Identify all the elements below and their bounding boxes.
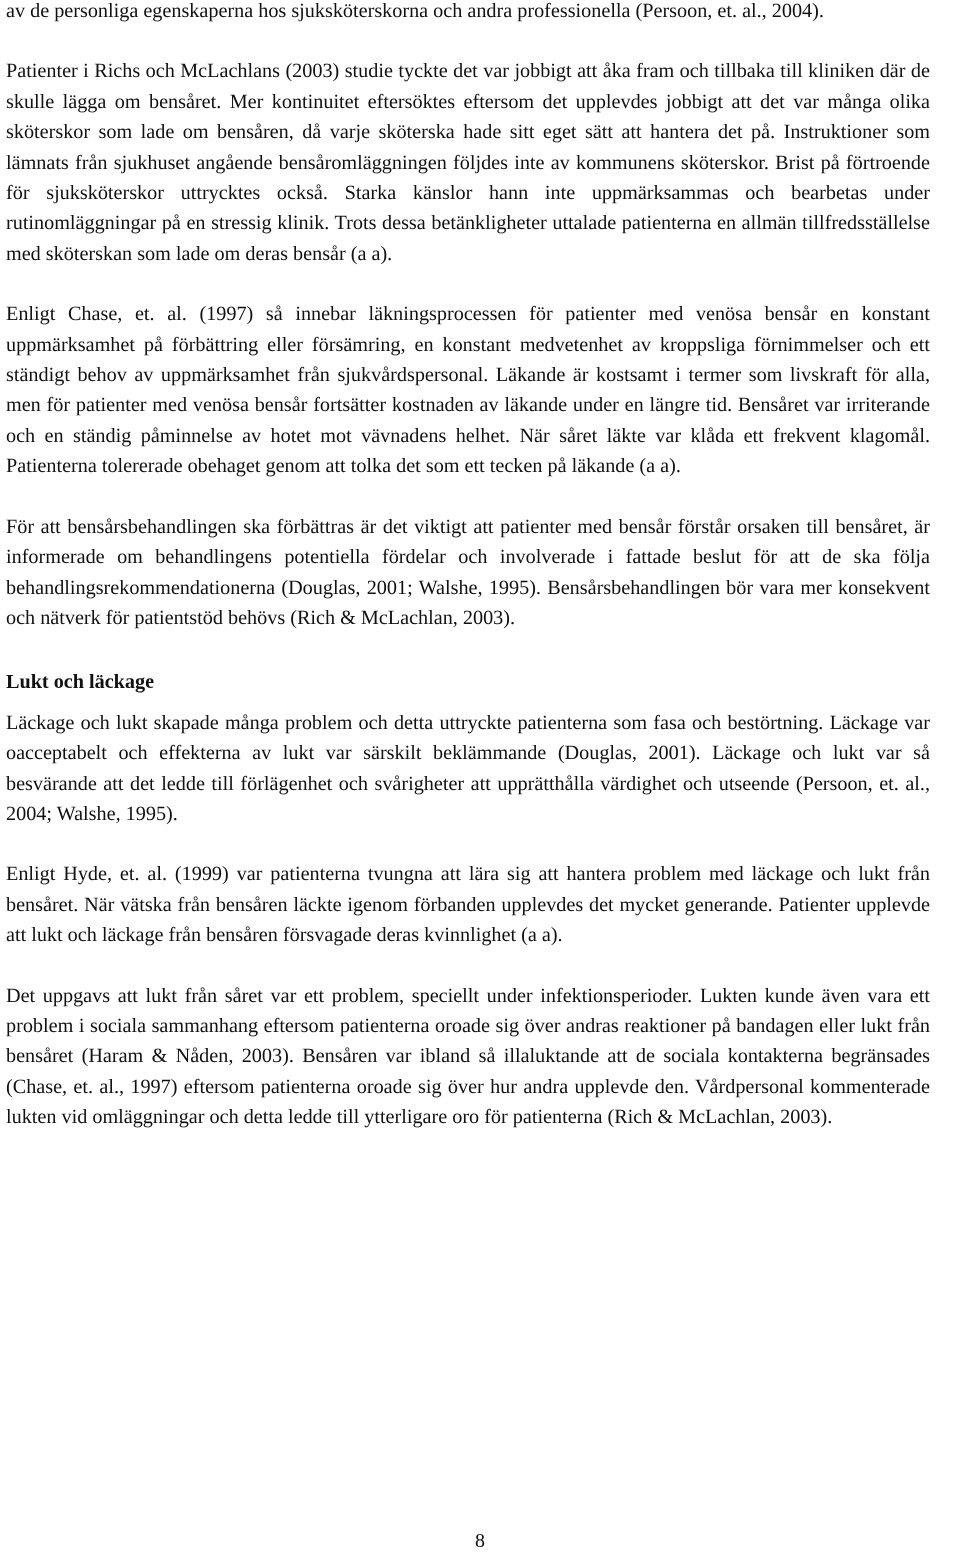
paragraph-treatment: För att bensårsbehandlingen ska förbättras är det viktigt att patienter med bensår förstår orsaken till bensåret, är informerade om behandlingens potentiella fördelar och involverade i fattade beslut för att de ska följa behandlingsrekommendationerna (Douglas, 2001; Walshe, 1995). Bensårsbehandlingen bör vara mer konsekvent och nätverk för patientstöd behövs (Rich & McLachlan, 2003). — [6, 515, 930, 629]
document-page — [6, 0, 930, 1133]
section-heading: Lukt och läckage — [6, 671, 155, 694]
paragraph-chase: Enligt Chase, et. al. (1997) så innebar läkningsprocessen för patienter med venösa bensår en konstant uppmärksamhet på förbättring eller försämring, en konstant medvetenhet av kroppsliga förnimmelser och ett ständigt behov av uppmärksamhet från sjukvårdspersonal. Läkande är kostsamt i termer som livskraft för alla, men för patienter med venösa bensår fortsätter kostnaden av läkande under en längre tid. Bensåret var irriterande och en ständig påminnelse av hotet mot vävnadens helhet. När såret läkte var klåda ett frekvent klagomål. Patienterna tolererade obehaget genom att tolka det som ett tecken på läkande (a a). — [6, 303, 930, 478]
paragraph-odor: Det uppgavs att lukt från såret var ett problem, speciellt under infektionsperioder. Lukten kunde även vara ett problem i sociala sammanhang eftersom patienterna oroade sig över andras reaktioner på bandagen eller lukt från bensåret (Haram & Nåden, 2003). Bensåren var ibland så illaluktande att de sociala kontakterna begränsades (Chase, et. al., 1997) eftersom patienterna oroade sig över hur andra upplevde den. Vårdpersonal kommenterade lukten vid omläggningar och detta ledde till ytterligare oro för patienterna (Rich & McLachlan, 2003). — [6, 984, 930, 1129]
paragraph-hyde: Enligt Hyde, et. al. (1999) var patienterna tvungna att lära sig att hantera problem med läckage och lukt från bensåret. När vätska från bensåren läckte igenom förbanden upplevdes det mycket generande. Patienter upplevde att lukt och läckage från bensåren försvagade deras kvinnlighet (a a). — [6, 863, 930, 947]
paragraph-continuation: av de personliga egenskaperna hos sjuksköterskorna och andra professionella (Persoon, et. al., 2004). — [6, 0, 824, 22]
page-number: 8 — [475, 1530, 485, 1552]
paragraph-leakage: Läckage och lukt skapade många problem och detta uttryckte patienterna som fasa och bestörtning. Läckage var oacceptabelt och effekterna av lukt var särskilt beklämmande (Douglas, 2001). Läckage och lukt var så besvärande att det ledde till förlägenhet och svårigheter att upprätthålla värdighet och utseende (Persoon, et. al., 2004; Walshe, 1995). — [6, 711, 930, 825]
paragraph-richs-mclachlan: Patienter i Richs och McLachlans (2003) studie tyckte det var jobbigt att åka fram och tillbaka till kliniken där de skulle lägga om bensåret. Mer kontinuitet eftersöktes eftersom det upplevdes jobbigt att det var många olika sköterskor som lade om bensåren, då varje sköterska hade sitt eget sätt att hantera det på. Instruktioner som lämnats från sjukhuset angående bensåromläggningen följdes inte av kommunens sköterskor. Brist på förtroende för sjuksköterskor uttrycktes också. Starka känslor hann inte uppmärksammas och bearbetas under rutinomläggningar på en stressig klinik. Trots dessa betänkligheter uttalade patienterna en allmän tillfredsställelse med sköterskan som lade om deras bensår (a a). — [6, 60, 930, 265]
